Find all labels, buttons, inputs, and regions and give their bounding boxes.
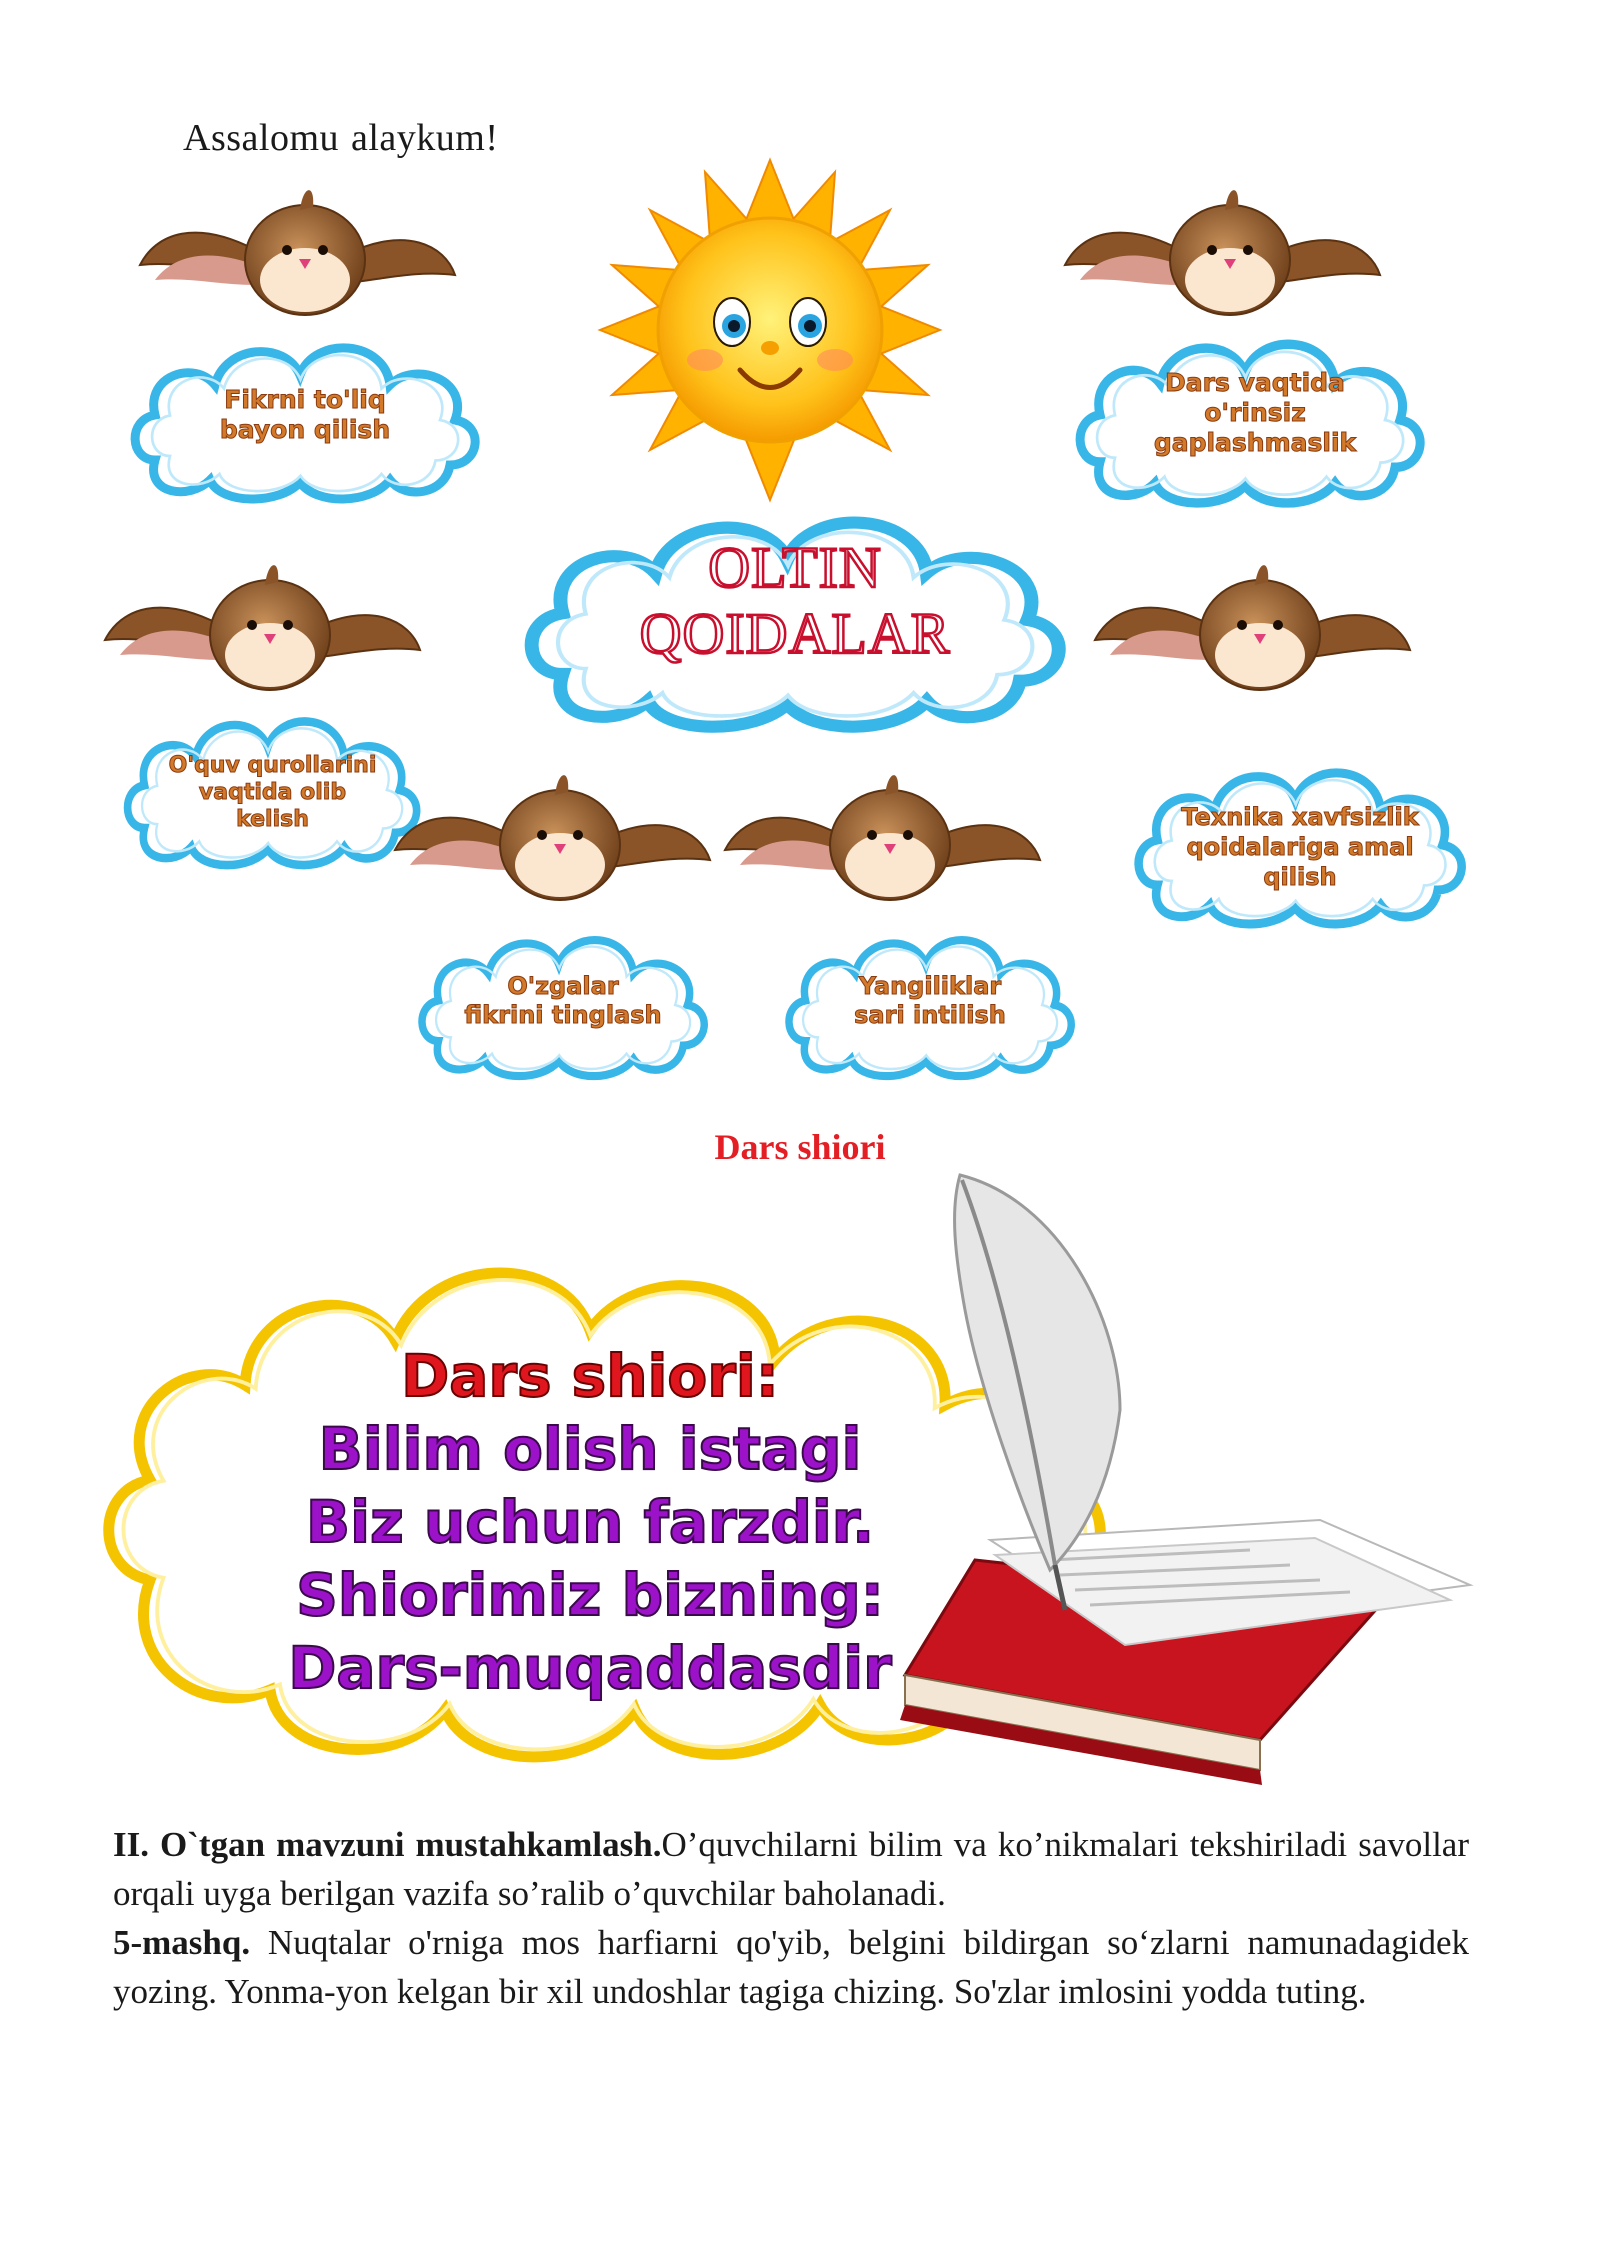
poster-title-line-2: QOIDALAR [639,601,951,666]
motto-line: Dars-muqaddasdir [288,1634,892,1702]
book-icon [900,1520,1470,1785]
rule-label-line: bayon qilish [219,415,391,444]
rule-label-line: vaqtida olib [198,780,347,805]
poster-title-line-1: OLTIN [708,535,882,600]
exercise-label: 5-mashq. [113,1923,251,1962]
motto-line: Bilim olish istagi [318,1415,862,1483]
motto-line: Shiorimiz bizning: [296,1561,884,1629]
rule-label [190,385,420,445]
poster-title [600,535,990,667]
rule-label-line: qilish [1263,863,1337,891]
greeting-word-2: alaykum! [351,117,499,159]
bird-icon [1095,565,1410,690]
paragraph-heading: II. O`tgan mavzuni mustahkamlash. [113,1825,662,1864]
bird-icon [105,565,420,690]
bird-icon [140,190,455,315]
bird-icon [1065,190,1380,315]
greeting-word-1: Assalomu [183,117,339,159]
rule-label-line: qoidalariga amal [1186,833,1414,861]
golden-rules-poster [0,0,1600,1130]
exercise-text: Nuqtalar o'rniga mos harfiarni qo'yib, belgini bildirgan so‘zlarni namunadagidek yozing. Yonma-yon kelgan bir xil undoshlar tagiga chizing. So'zlar imlosini yodda tuting. [113,1923,1469,2011]
paragraph-exercise [113,1918,1469,2016]
rule-label-line: kelish [236,807,309,832]
rule-label [150,752,395,833]
rule-label [448,972,678,1030]
motto-line: Biz uchun farzdir. [305,1488,875,1556]
rule-label [1135,368,1375,458]
rule-label-line: Dars vaqtida [1165,368,1345,397]
sun-icon [600,160,940,500]
motto-text [240,1340,940,1705]
rule-label-line: Texnika xavfsizlik [1181,803,1419,831]
rule-label [1160,802,1440,892]
rule-label-line: sari intilish [854,1001,1006,1029]
rule-label-line: O'quv qurollarini [168,753,377,778]
bird-icon [725,775,1040,900]
bird-icon [395,775,710,900]
rule-label-line: gaplashmaslik [1153,428,1357,457]
rule-label-line: Fikrni to'liq [224,385,386,414]
rule-label-line: O'zgalar [507,972,619,1000]
rule-label-line: fikrini tinglash [464,1001,662,1029]
paragraph-text: O’quvchilarni bilim va ko’nikmalari tekshiriladi savollar orqali uyga berilgan vazifa so’ralib o’quvchilar baholanadi. [113,1825,1469,1913]
rule-label-line: Yangiliklar [858,972,1002,1000]
motto-title: Dars shiori: [401,1342,779,1410]
section-heading: Dars shiori [714,1127,886,1167]
lesson-body [113,1820,1469,2016]
paragraph-review [113,1820,1469,1918]
rule-label-line: o'rinsiz [1204,398,1306,427]
rule-label [815,972,1045,1030]
